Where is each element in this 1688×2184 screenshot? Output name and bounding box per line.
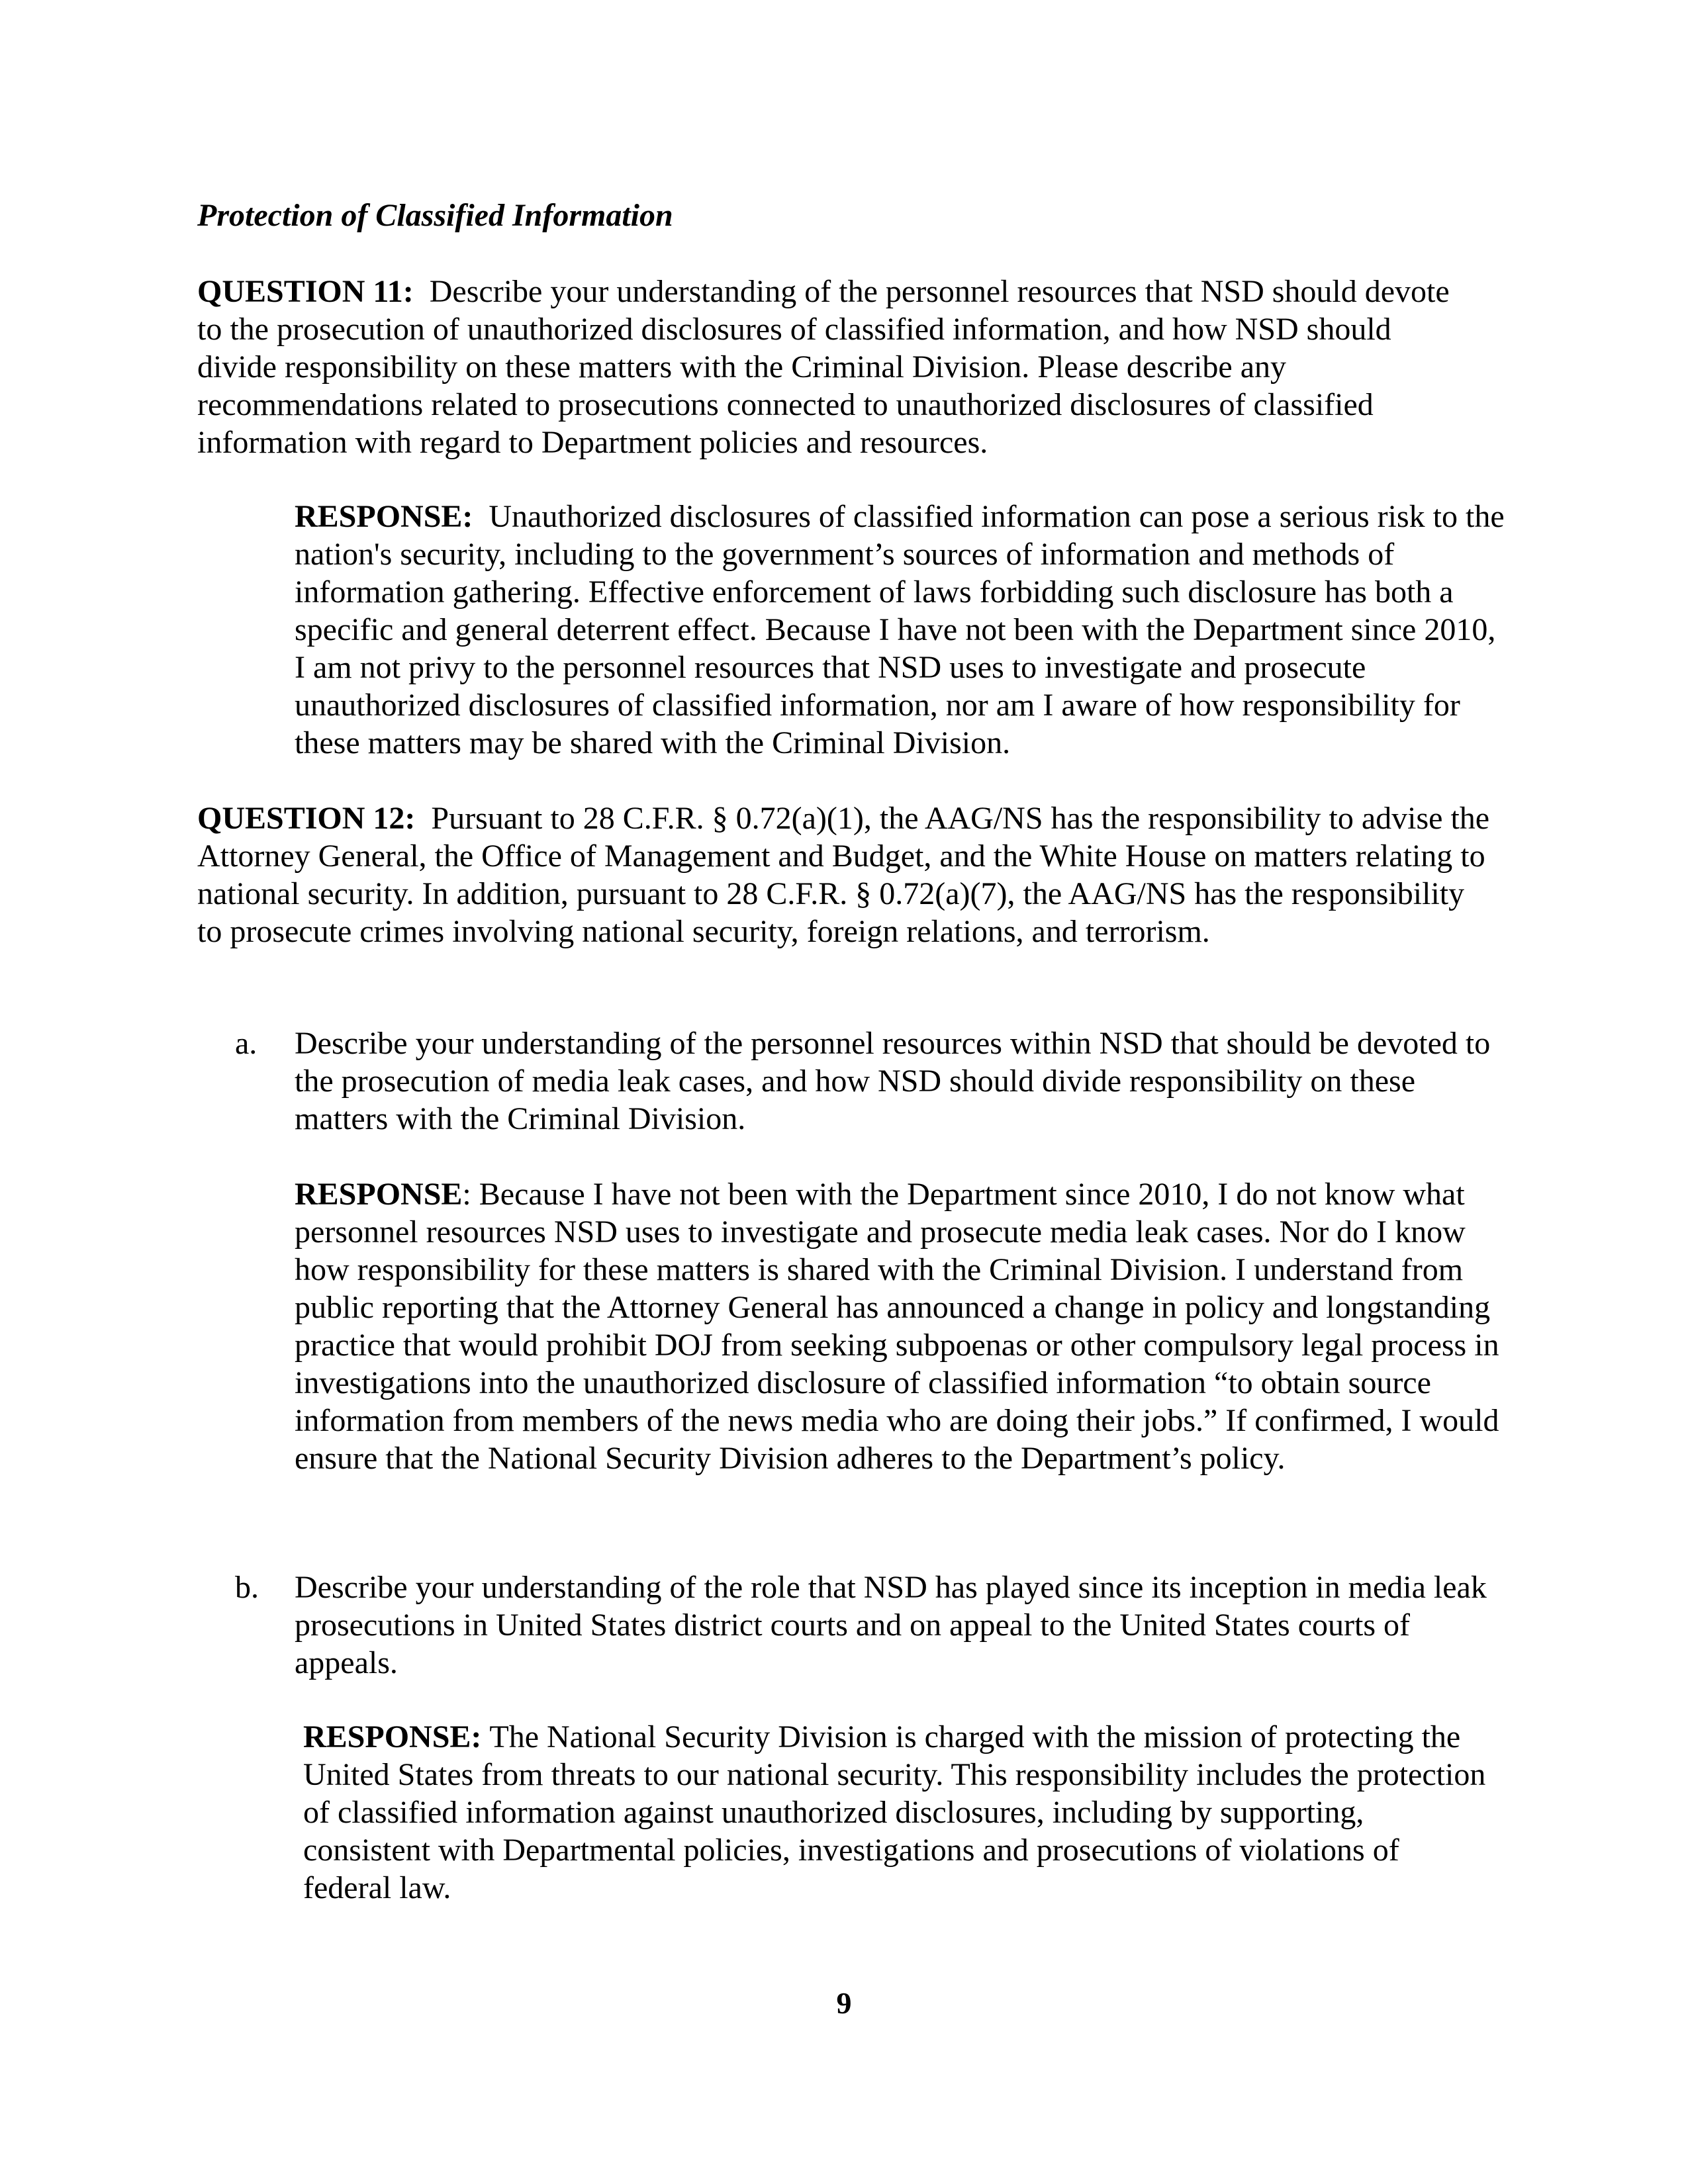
question-12b-text: Describe your understanding of the role that NSD has played since its inception in media leak prosecutions in United States district courts and on appeal to the United States courts of appeals. — [295, 1570, 1487, 1680]
question-11 — [197, 273, 1475, 461]
response-11-label: RESPONSE: — [295, 499, 473, 534]
question-11-label: QUESTION 11: — [197, 274, 414, 309]
response-12b — [303, 1718, 1495, 1907]
question-12b — [235, 1569, 1506, 1682]
question-12-text: Pursuant to 28 C.F.R. § 0.72(a)(1), the AAG/NS has the responsibility to advise the Attorney General, the Office of Management and Budget, and the White House on matters relating to national security. In addition, pursuant to 28 C.F.R. § 0.72(a)(7), the AAG/NS has the responsibility to prosecute crimes involving national security, foreign relations, and terrorism. — [197, 801, 1490, 949]
response-12b-label: RESPONSE: — [303, 1719, 482, 1754]
question-12a-text: Describe your understanding of the personnel resources within NSD that should be devoted to the prosecution of media leak cases, and how NSD should divide responsibility on these matters with the Criminal Division. — [295, 1026, 1491, 1136]
question-12-label: QUESTION 12: — [197, 801, 416, 836]
question-11-text: Describe your understanding of the personnel resources that NSD should devote to the prosecution of unauthorized disclosures of classified information, and how NSD should divide responsibility on these matters with the Criminal Division. Please describe any recommendations related to prosecutions connected to unauthorized disclosures of classified information with regard to Department policies and resources. — [197, 274, 1450, 460]
question-12a — [235, 1024, 1493, 1138]
response-11 — [295, 498, 1506, 762]
response-12a — [295, 1175, 1499, 1477]
response-12b-text: The National Security Division is charged with the mission of protecting the United States from threats to our national security. This responsibility includes the protection of classified information against unauthorized disclosures, including by supporting, consistent with Departmental policies, investigations and prosecutions of violations of federal law. — [303, 1719, 1486, 1905]
section-heading: Protection of Classified Information — [197, 198, 673, 233]
response-12a-label: RESPONSE — [295, 1177, 463, 1212]
question-12 — [197, 799, 1495, 950]
list-marker-b: b. — [235, 1570, 259, 1605]
page-number: 9 — [836, 1986, 852, 2020]
list-marker-a: a. — [235, 1026, 258, 1061]
response-12a-text: : Because I have not been with the Department since 2010, I do not know what personnel resources NSD uses to investigate and prosecute media leak cases. Nor do I know how responsibility for these matters is shared with the Criminal Division. I understand from public reporting that the Attorney General has announced a change in policy and longstanding practice that would prohibit DOJ from seeking subpoenas or other compulsory legal process in investigations into the unauthorized disclosure of classified information “to obtain source information from members of the news media who are doing their jobs.” If confirmed, I would ensure that the National Security Division adheres to the Department’s policy. — [295, 1177, 1499, 1476]
response-11-text: Unauthorized disclosures of classified information can pose a serious risk to the nation's security, including to the government’s sources of information and methods of information gathering. Effective enforcement of laws forbidding such disclosure has both a specific and general deterrent effect. Because I have not been with the Department since 2010, I am not privy to the personnel resources that NSD uses to investigate and prosecute unauthorized disclosures of classified information, nor am I aware of how responsibility for these matters may be shared with the Criminal Division. — [295, 499, 1505, 760]
